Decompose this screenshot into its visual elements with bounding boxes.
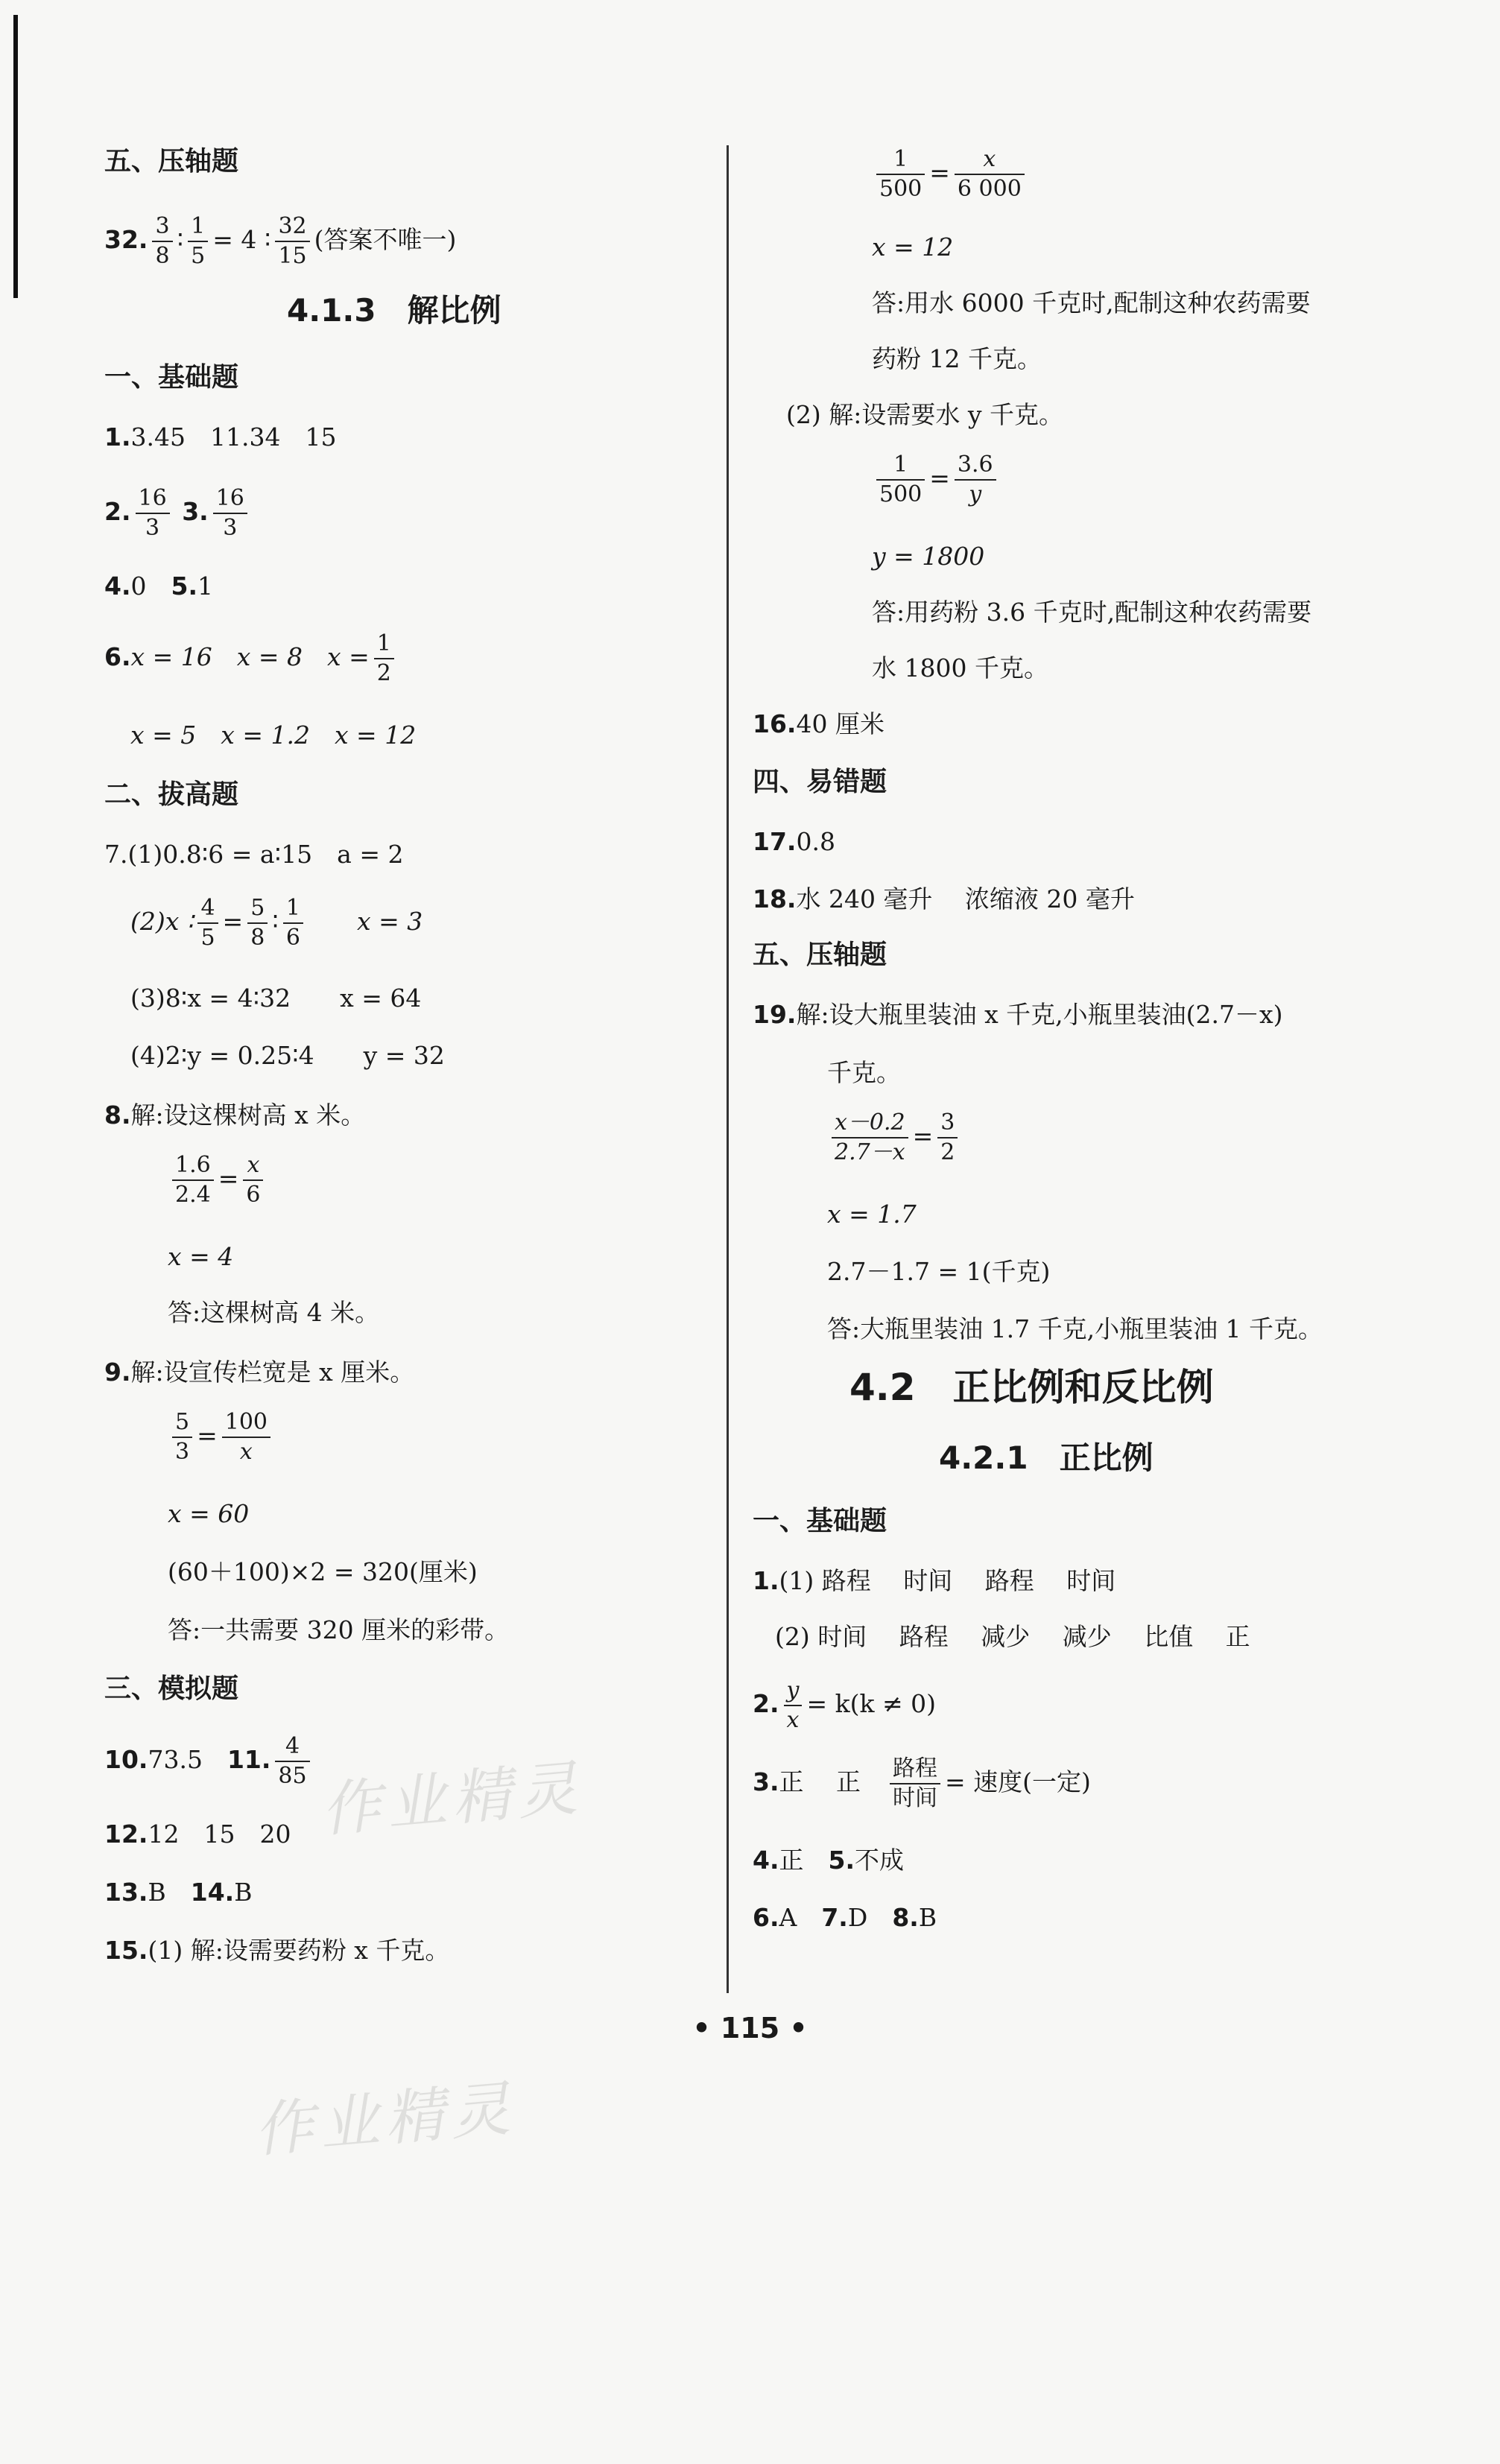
section-title: 五、压轴题	[104, 146, 239, 177]
answer-7-1: 7.(1)0.8∶6 = a∶15 a = 2	[104, 840, 404, 869]
answer-15-equation: $\frac{1}{500}$ = $\frac{x}{6 000}$	[872, 145, 1029, 203]
subsection-title: 4.1.3 解比例	[287, 292, 501, 329]
answer-10-11: 10.73.5 11. $\frac{4}{85}$	[104, 1732, 314, 1790]
answer-15: 15.(1) 解:设需要药粉 x 千克。	[104, 1936, 450, 1965]
answer-6-line2: x = 5 x = 1.2 x = 12	[130, 720, 417, 750]
basic-answer-6-8: 6.A 7.D 8.B	[753, 1903, 937, 1932]
answer-15-part2-conclusion: 答:用药粉 3.6 千克时,配制这种农药需要	[872, 598, 1312, 627]
answer-15-part2-equation: $\frac{1}{500}$ = $\frac{3.6}{y}$	[872, 451, 1001, 509]
answer-15-conclusion-2: 药粉 12 千克。	[872, 344, 1042, 373]
answer-9-result: x = 60	[168, 1499, 250, 1528]
answer-17: 17.0.8	[753, 827, 835, 856]
answer-32: 32. $\frac{3}{8}$ ∶ $\frac{1}{5}$ = 4 ∶ $\frac{32}{15}$ (答案不唯一)	[104, 213, 457, 269]
section-title: 四、易错题	[753, 767, 887, 797]
answer-6: 6.x = 16 x = 8 x = $\frac{1}{2}$	[104, 630, 399, 688]
answer-7-2: (2)x ∶ $\frac{4}{5}$ = $\frac{5}{8}$ ∶ $\frac{1}{6}$ x = 3	[130, 895, 423, 951]
answer-19-equation: $\frac{x-0.2}{2.7-x}$ = $\frac{3}{2}$	[827, 1109, 962, 1167]
section-title: 五、压轴题	[753, 940, 887, 970]
answer-9: 9.解:设宣传栏宽是 x 厘米。	[104, 1358, 415, 1387]
answer-13-14: 13.B 14.B	[104, 1878, 253, 1907]
watermark: 作业精灵	[318, 1752, 586, 1846]
basic-answer-1: 1.(1) 路程 时间 路程 时间	[753, 1566, 1116, 1595]
answer-15-result: x = 12	[872, 232, 954, 262]
answer-19: 19.解:设大瓶里装油 x 千克,小瓶里装油(2.7－x)	[753, 1000, 1283, 1029]
answer-19-line2: 千克。	[827, 1058, 901, 1087]
section-title: 一、基础题	[104, 362, 239, 393]
answer-15-conclusion: 答:用水 6000 千克时,配制这种农药需要	[872, 288, 1311, 317]
binding-edge	[13, 15, 18, 298]
basic-answer-2: 2. $\frac{y}{x}$ = k(k ≠ 0)	[753, 1677, 936, 1733]
basic-answer-3: 3.正 正 $\frac{\text{路程}}{\text{时间}}$ = 速度(一定)	[753, 1755, 1091, 1811]
answer-15-part2: (2) 解:设需要水 y 千克。	[786, 400, 1063, 429]
section-title: 一、基础题	[753, 1506, 887, 1536]
answer-12: 12.12 15 20	[104, 1820, 291, 1849]
answer-9-equation: $\frac{5}{3}$ = $\frac{100}{x}$	[168, 1408, 275, 1466]
answer-19-conclusion: 答:大瓶里装油 1.7 千克,小瓶里装油 1 千克。	[827, 1314, 1323, 1343]
subsection-title: 4.2.1 正比例	[939, 1440, 1154, 1476]
answer-9-conclusion: 答:一共需要 320 厘米的彩带。	[168, 1615, 510, 1644]
basic-answer-4-5: 4.正 5.不成	[753, 1846, 904, 1875]
section-title: 三、模拟题	[104, 1673, 239, 1704]
page-number: • 115 •	[692, 2012, 808, 2045]
answer-9-calc: (60＋100)×2 = 320(厘米)	[168, 1557, 478, 1586]
basic-answer-1-part2: (2) 时间 路程 减少 减少 比值 正	[775, 1622, 1250, 1651]
answer-1: 1.3.45 11.34 15	[104, 422, 337, 452]
answer-15-part2-conclusion-2: 水 1800 千克。	[872, 653, 1048, 682]
answer-8: 8.解:设这棵树高 x 米。	[104, 1100, 366, 1130]
answer-15-part2-result: y = 1800	[872, 542, 985, 571]
answer-16: 16.40 厘米	[753, 709, 885, 738]
answer-7-3: (3)8∶x = 4∶32 x = 64	[130, 984, 422, 1013]
chapter-title: 4.2 正比例和反比例	[849, 1366, 1214, 1409]
answer-8-equation: $\frac{1.6}{2.4}$ = $\frac{x}{6}$	[168, 1151, 268, 1209]
answer-2-3: 2. $\frac{16}{3}$ 3. $\frac{16}{3}$	[104, 484, 252, 542]
section-title: 二、拔高题	[104, 779, 239, 810]
answer-18: 18.水 240 毫升 浓缩液 20 毫升	[753, 884, 1135, 913]
answer-8-result: x = 4	[168, 1242, 234, 1271]
column-divider	[727, 145, 729, 1993]
watermark: 作业精灵	[251, 2073, 519, 2166]
answer-7-4: (4)2∶y = 0.25∶4 y = 32	[130, 1041, 445, 1070]
answer-19-calc: 2.7－1.7 = 1(千克)	[827, 1257, 1051, 1286]
answer-19-result: x = 1.7	[827, 1200, 917, 1229]
answer-4-5: 4.0 5.1	[104, 571, 213, 601]
answer-8-conclusion: 答:这棵树高 4 米。	[168, 1298, 380, 1327]
